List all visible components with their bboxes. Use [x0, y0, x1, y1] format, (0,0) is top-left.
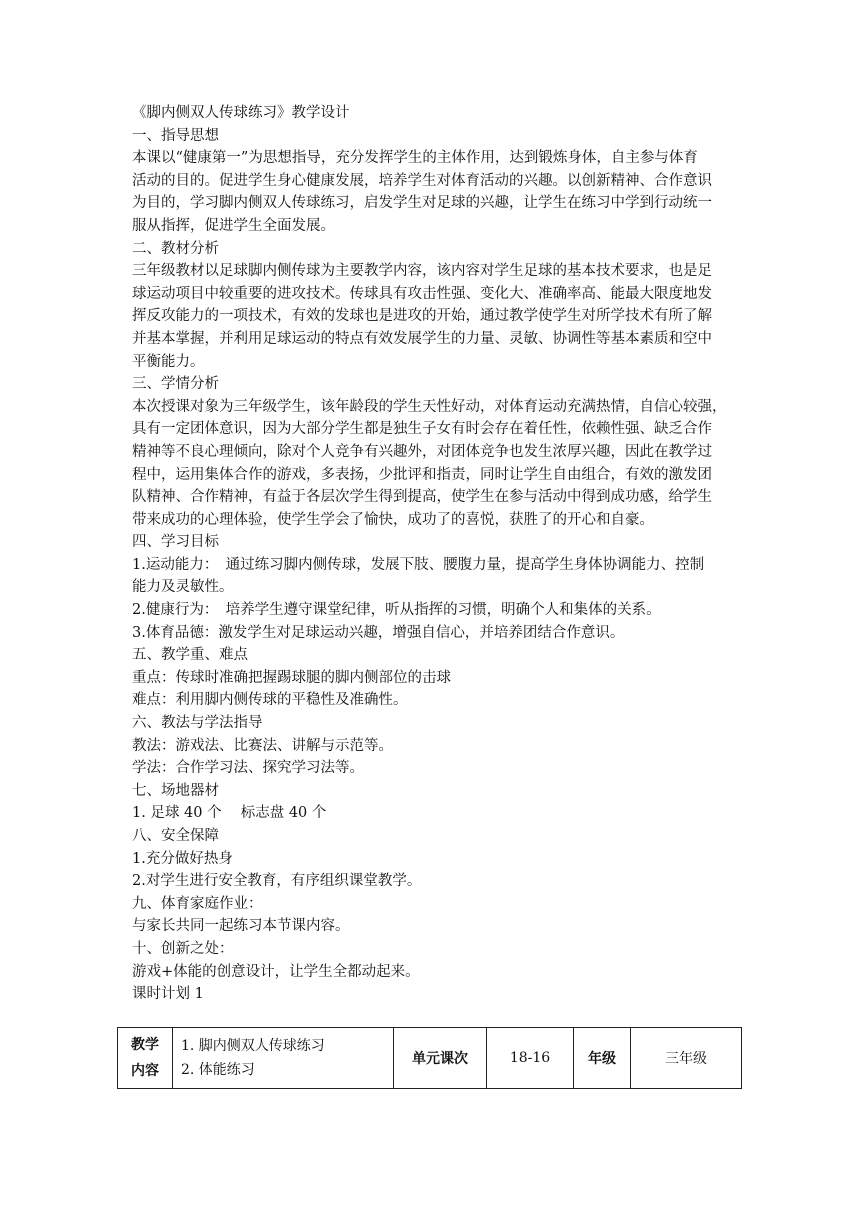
section-text-line: 本次授课对象为三年级学生，该年龄段的学生天性好动，对体育运动充满热情，自信心较强， — [132, 398, 727, 415]
section-text-line: 学法：合作学习法、探究学习法等。 — [132, 760, 364, 777]
section-text-line: 为目的，学习脚内侧双人传球练习，启发学生对足球的兴趣，让学生在练习中学到行动统一 — [132, 195, 712, 212]
section-text-line: 游戏+体能的创意设计，让学生全都动起来。 — [132, 963, 420, 980]
section-heading: 二、教材分析 — [132, 240, 219, 257]
section-text-line: 本课以“健康第一”为思想指导，充分发挥学生的主体作用，达到锻炼身体，自主参与体育 — [132, 150, 698, 167]
section-text-line: 挥反攻能力的一项技术，有效的发球也是进攻的开始，通过教学使学生对所学技术有所了解 — [132, 308, 712, 325]
section-text-line: 3.体育品德：激发学生对足球运动兴趣，增强自信心，并培养团结合作意识。 — [132, 624, 625, 641]
document-body — [132, 102, 732, 1006]
grade-label: 年级 — [574, 1028, 631, 1089]
section-heading: 一、指导思想 — [132, 127, 219, 144]
section-text-line: 2.对学生进行安全教育，有序组织课堂教学。 — [132, 873, 422, 890]
section-text-line: 精神等不良心理倾向，除对个人竞争有兴趣外，对团体竞争也发生浓厚兴趣，因此在教学过 — [132, 443, 712, 460]
grade-value: 三年级 — [631, 1028, 742, 1089]
teaching-content-value: 1. 脚内侧双人传球练习 2. 体能练习 — [173, 1028, 394, 1089]
section-text-line: 球运动项目中较重要的进攻技术。传球具有攻击性强、变化大、准确率高、能最大限度地发 — [132, 285, 712, 302]
section-text-line: 平衡能力。 — [132, 353, 205, 370]
sections-container — [132, 125, 732, 984]
unit-lesson-label: 单元课次 — [394, 1028, 487, 1089]
section-text-line: 活动的目的。促进学生身心健康发展，培养学生对体育活动的兴趣。以创新精神、合作意识 — [132, 172, 712, 189]
section-text-line: 教法：游戏法、比赛法、讲解与示范等。 — [132, 737, 393, 754]
section-text-line: 2.健康行为： 培养学生遵守课堂纪律，听从指挥的习惯，明确个人和集体的关系。 — [132, 602, 661, 619]
section-heading: 五、教学重、难点 — [132, 647, 248, 664]
section-text-line: 并基本掌握，并利用足球运动的特点有效发展学生的力量、灵敏、协调性等基本素质和空中 — [132, 330, 712, 347]
section-text-line: 三年级教材以足球脚内侧传球为主要教学内容，该内容对学生足球的基本技术要求，也是足 — [132, 263, 712, 280]
section-heading: 三、学情分析 — [132, 376, 219, 393]
unit-lesson-value: 18-16 — [487, 1028, 574, 1089]
teaching-content-label: 教学 内容 — [118, 1028, 173, 1089]
section-text-line: 队精神、合作精神，有益于各层次学生得到提高，使学生在参与活动中得到成功感，给学生 — [132, 489, 712, 506]
section-text-line: 程中，运用集体合作的游戏，多表扬，少批评和指责，同时让学生自由组合，有效的激发团 — [132, 466, 712, 483]
section-text-line: 1. 足球 40 个 标志盘 40 个 — [132, 805, 327, 822]
section-heading: 六、教法与学法指导 — [132, 715, 263, 732]
section-heading: 七、场地器材 — [132, 782, 219, 799]
section-text-line: 带来成功的心理体验，使学生学会了愉快，成功了的喜悦，获胜了的开心和自豪。 — [132, 511, 654, 528]
section-text-line: 服从指挥，促进学生全面发展。 — [132, 217, 335, 234]
lesson-info-table — [117, 1027, 742, 1089]
section-heading: 四、学习目标 — [132, 534, 219, 551]
section-text-line: 具有一定团体意识，因为大部分学生都是独生子女有时会存在着任性，依赖性强、缺乏合作 — [132, 421, 712, 438]
lesson-plan-label: 课时计划 1 — [132, 986, 204, 1003]
section-text-line: 重点：传球时准确把握踢球腿的脚内侧部位的击球 — [132, 669, 451, 686]
section-text-line: 1.充分做好热身 — [132, 850, 233, 867]
section-text-line: 与家长共同一起练习本节课内容。 — [132, 918, 350, 935]
section-heading: 八、安全保障 — [132, 828, 219, 844]
section-heading: 十、创新之处： — [132, 940, 234, 957]
table-row — [118, 1028, 742, 1089]
section-text-line: 难点：利用脚内侧传球的平稳性及准确性。 — [132, 692, 408, 709]
document-title: 《脚内侧双人传球练习》教学设计 — [132, 105, 350, 121]
section-text-line: 1.运动能力： 通过练习脚内侧传球，发展下肢、腰腹力量，提高学生身体协调能力、控制 — [132, 556, 705, 573]
section-heading: 九、体育家庭作业： — [132, 895, 263, 912]
section-text-line: 能力及灵敏性。 — [132, 579, 234, 596]
